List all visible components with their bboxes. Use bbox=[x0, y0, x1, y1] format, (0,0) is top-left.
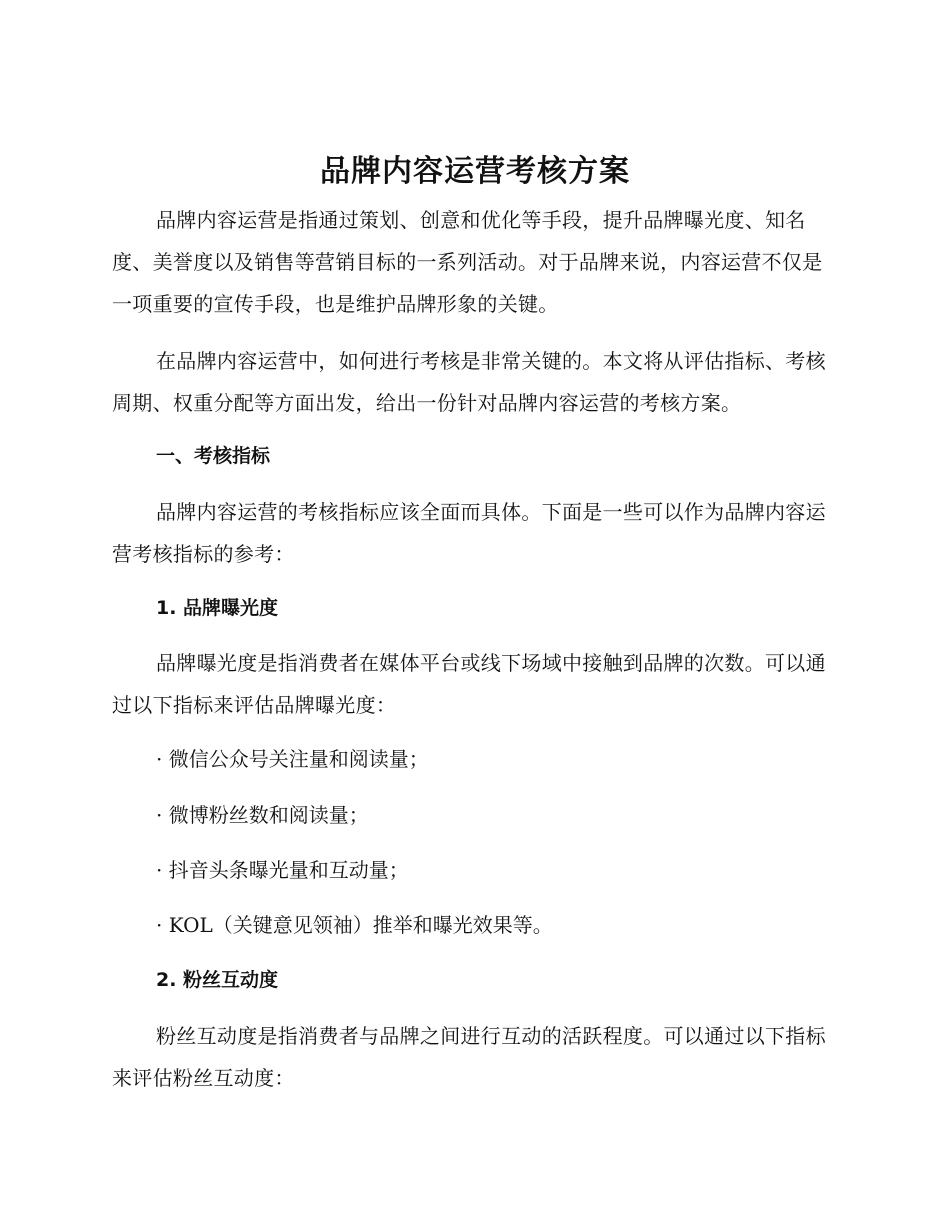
intro-paragraph-2: 在品牌内容运营中，如何进行考核是非常关键的。本文将从评估指标、考核周期、权重分配等方面出发，给出一份针对品牌内容运营的考核方案。 bbox=[112, 349, 826, 415]
brand-exposure-paragraph: 品牌曝光度是指消费者在媒体平台或线下场域中接触到品牌的次数。可以通过以下指标来评估品牌曝光度： bbox=[112, 651, 826, 717]
document-title: 品牌内容运营考核方案 bbox=[320, 154, 630, 189]
section-heading-assessment-indicators: 一、考核指标 bbox=[156, 445, 271, 467]
bullet-item: · KOL（关键意见领袖）推举和曝光效果等。 bbox=[156, 913, 553, 937]
section-1-paragraph: 品牌内容运营的考核指标应该全面而具体。下面是一些可以作为品牌内容运营考核指标的参考： bbox=[112, 500, 826, 566]
subsection-heading-brand-exposure: 1. 品牌曝光度 bbox=[156, 597, 279, 619]
bullet-item: · 微信公众号关注量和阅读量； bbox=[156, 747, 429, 771]
fan-interaction-paragraph: 粉丝互动度是指消费者与品牌之间进行互动的活跃程度。可以通过以下指标来评估粉丝互动度： bbox=[112, 1024, 826, 1090]
bullet-item: · 抖音头条曝光量和互动量； bbox=[156, 858, 409, 882]
intro-paragraph-1: 品牌内容运营是指通过策划、创意和优化等手段，提升品牌曝光度、知名度、美誉度以及销售等营销目标的一系列活动。对于品牌来说，内容运营不仅是一项重要的宣传手段，也是维护品牌形象的关键。 bbox=[112, 208, 823, 316]
subsection-heading-fan-interaction: 2. 粉丝互动度 bbox=[156, 969, 279, 991]
bullet-item: · 微博粉丝数和阅读量； bbox=[156, 803, 369, 827]
